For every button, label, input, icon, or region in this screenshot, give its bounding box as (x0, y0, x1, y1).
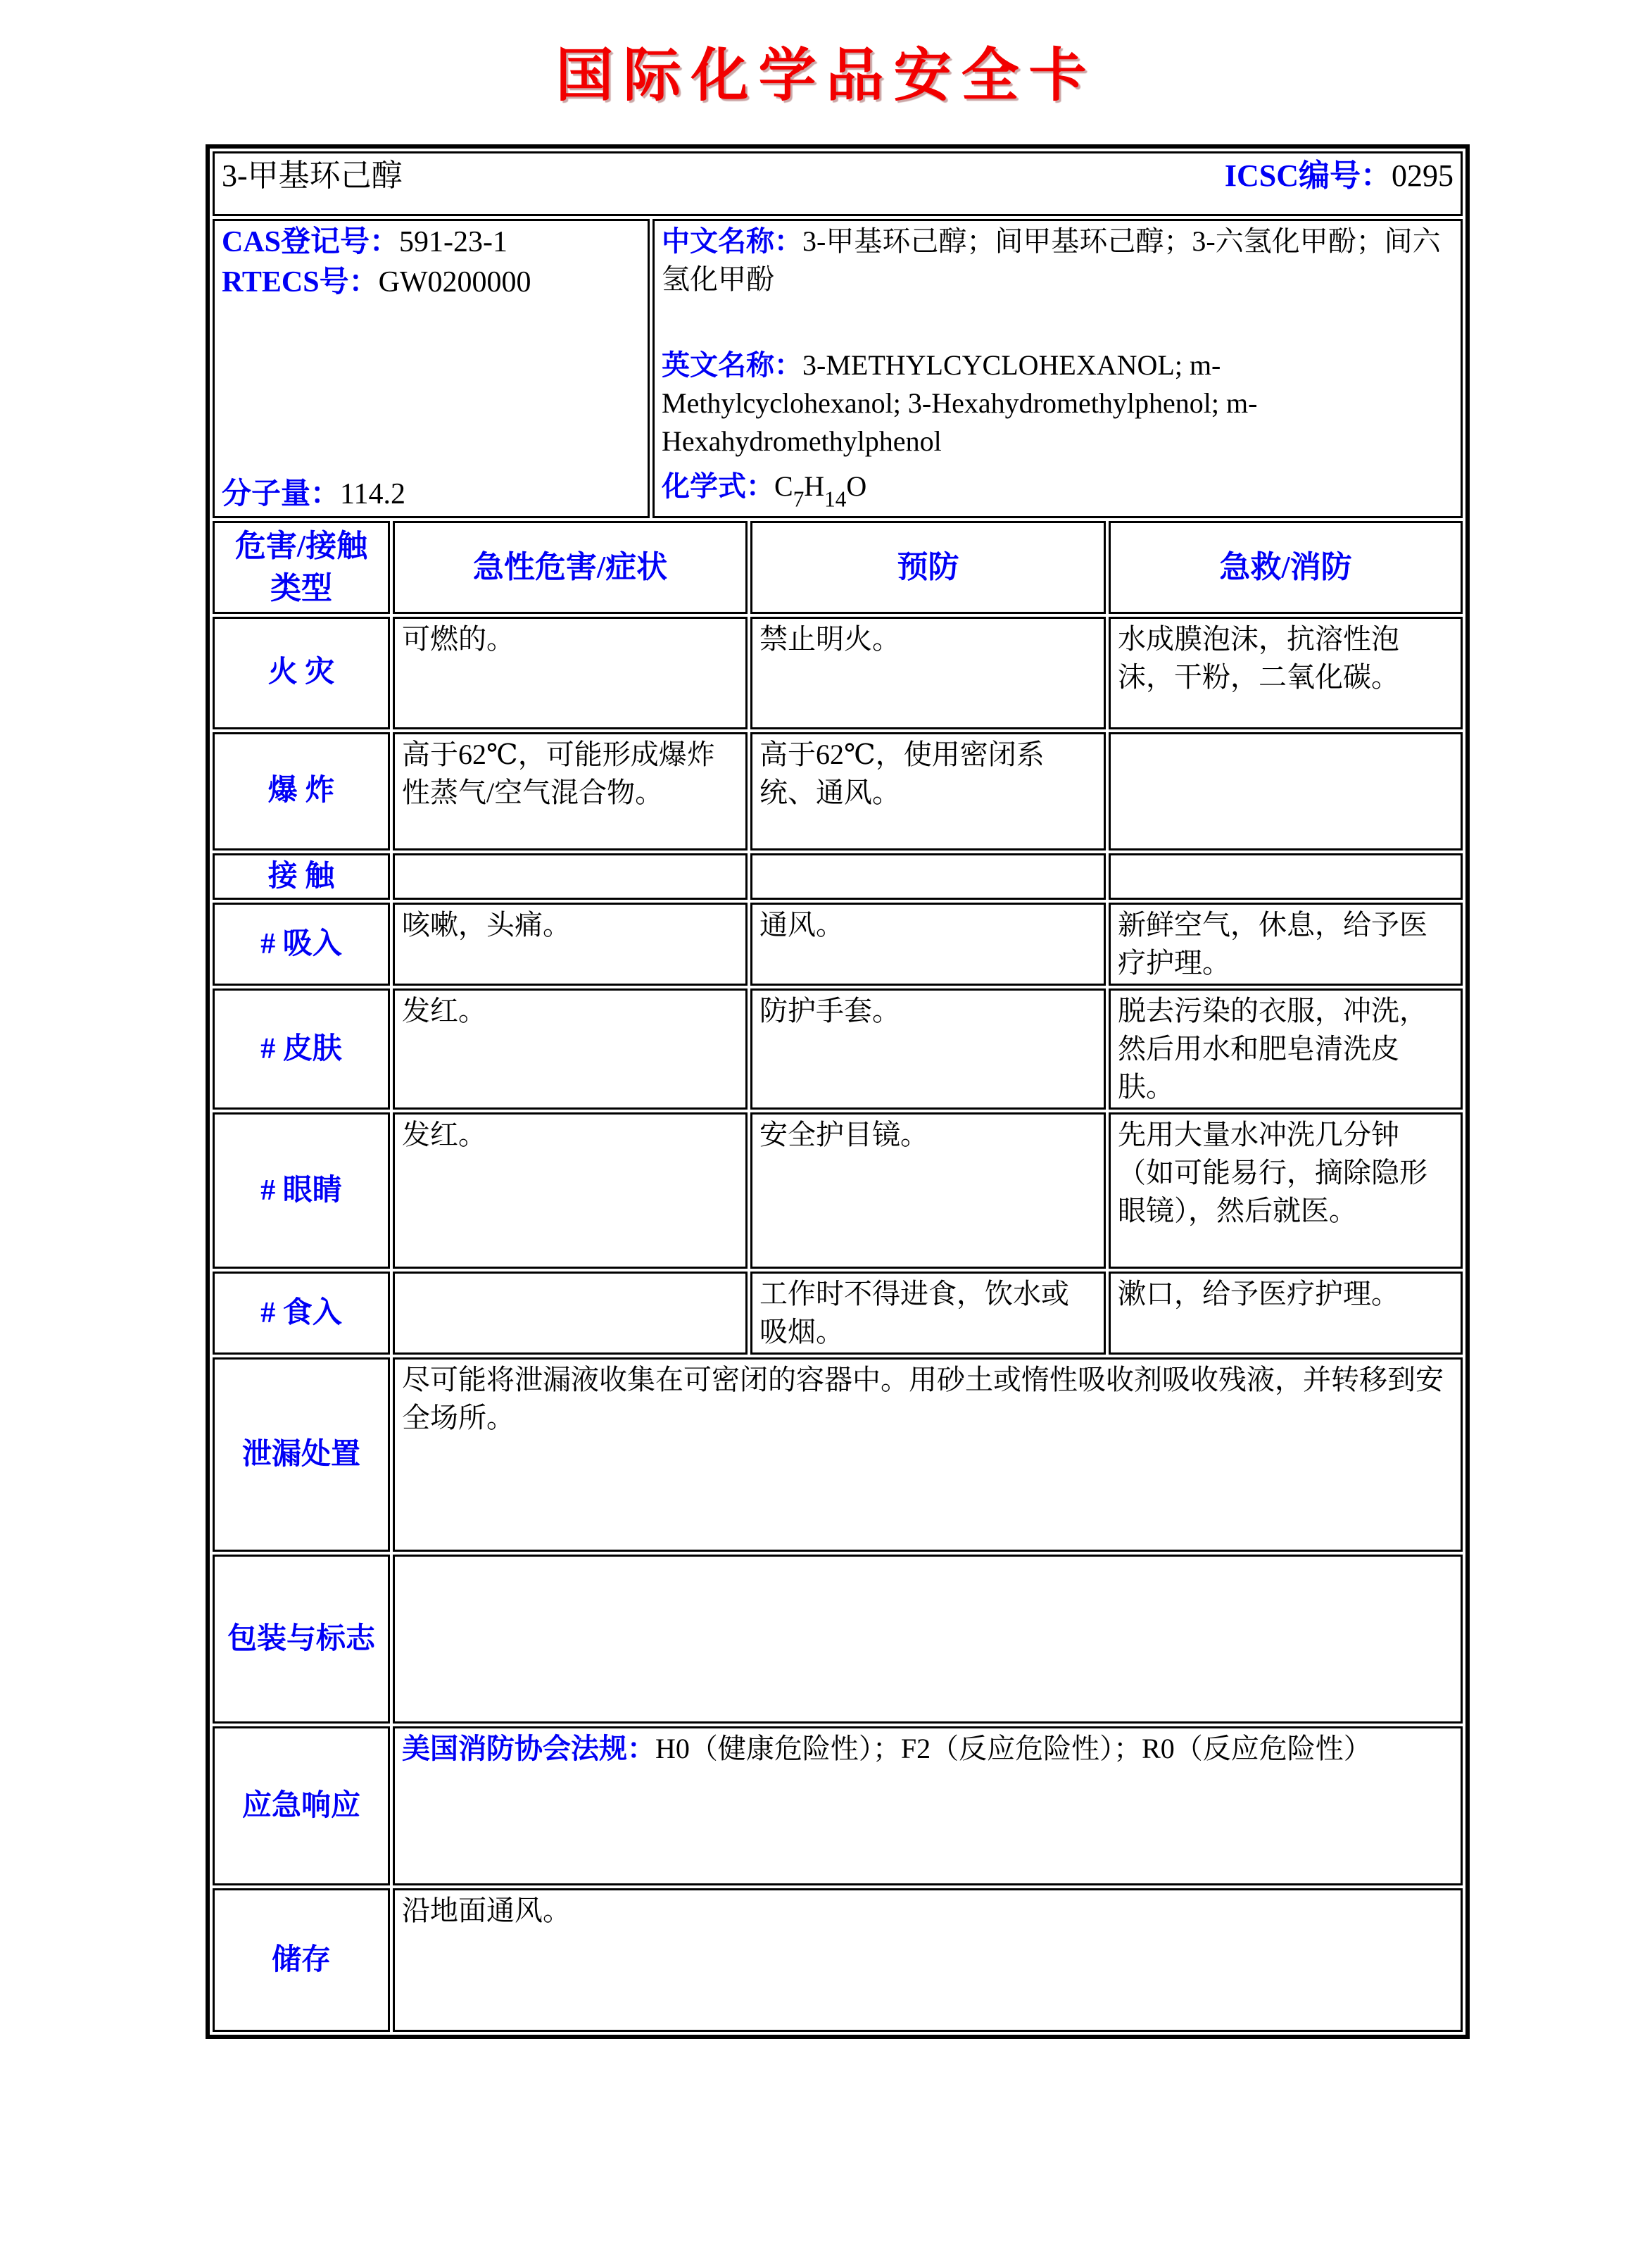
molecular-weight-line (222, 475, 641, 515)
hazard-table-header-row (213, 521, 1463, 614)
icsc-number-label: ICSC编号： (1224, 158, 1392, 193)
inhalation-acute-cell: 咳嗽，头痛。 (393, 903, 748, 986)
icsc-number (1225, 155, 1454, 196)
fire-firstaid-cell: 水成膜泡沫，抗溶性泡沫，干粉，二氧化碳。 (1109, 617, 1463, 729)
storage-label: 储存 (213, 1888, 390, 2032)
english-name-value: 3-METHYLCYCLOHEXANOL; m-Methylcyclohexanol; 3-Hexahydromethylphenol; m-Hexahydromethylphenol (662, 349, 1258, 457)
inhalation-label: # 吸入 (213, 903, 390, 986)
ingestion-label: # 食入 (213, 1272, 390, 1355)
formula-o: O (846, 470, 867, 502)
header-acute-hazard: 急性危害/症状 (393, 521, 748, 614)
rtecs-number-line (222, 263, 641, 303)
table-row-emergency-response (213, 1726, 1463, 1885)
names-cell (652, 219, 1463, 518)
emergency-response-content (393, 1726, 1463, 1885)
table-row-skin (213, 988, 1463, 1110)
skin-label: # 皮肤 (213, 988, 390, 1110)
cas-number-value: 591-23-1 (399, 226, 508, 258)
table-row-explosion (213, 732, 1463, 850)
contact-firstaid-cell (1109, 853, 1463, 900)
explosion-label: 爆 炸 (213, 732, 390, 850)
icsc-number-value: 0295 (1392, 158, 1454, 193)
chemical-formula-label: 化学式： (662, 470, 774, 502)
chinese-name-label: 中文名称： (662, 225, 802, 257)
identity-row (213, 219, 1463, 518)
chemical-name: 3-甲基环己醇 (222, 158, 403, 193)
packaging-content (393, 1555, 1463, 1724)
table-row-spill-disposal (213, 1357, 1463, 1552)
molecular-weight-label: 分子量： (222, 478, 341, 511)
english-name-label: 英文名称： (662, 349, 802, 381)
formula-h: H (804, 470, 825, 502)
table-row-storage (213, 1888, 1463, 2032)
table-row-inhalation (213, 903, 1463, 986)
ingestion-acute-cell (393, 1272, 748, 1355)
packaging-label: 包装与标志 (213, 1555, 390, 1724)
table-row-eyes (213, 1112, 1463, 1269)
explosion-prevention-cell: 高于62℃，使用密闭系统、通风。 (750, 732, 1106, 850)
chinese-name-block (662, 222, 1454, 299)
spill-disposal-label: 泄漏处置 (213, 1357, 390, 1552)
inhalation-prevention-cell: 通风。 (750, 903, 1106, 986)
header-hazard-type: 危害/接触类型 (213, 521, 390, 614)
table-row-packaging (213, 1555, 1463, 1724)
eyes-label: # 眼睛 (213, 1112, 390, 1269)
formula-sub-14: 14 (824, 487, 847, 512)
explosion-acute-cell: 高于62℃，可能形成爆炸性蒸气/空气混合物。 (393, 732, 748, 850)
molecular-weight-value: 114.2 (340, 478, 405, 511)
fire-label: 火 灾 (213, 617, 390, 729)
spill-disposal-content: 尽可能将泄漏液收集在可密闭的容器中。用砂土或惰性吸收剂吸收残液，并转移到安全场所。 (393, 1357, 1463, 1552)
eyes-acute-cell: 发红。 (393, 1112, 748, 1269)
header-first-aid: 急救/消防 (1109, 521, 1463, 614)
eyes-firstaid-cell: 先用大量水冲洗几分钟（如可能易行，摘除隐形眼镜），然后就医。 (1109, 1112, 1463, 1269)
safety-card-table (206, 144, 1470, 2039)
identifiers-cell (213, 219, 650, 518)
skin-firstaid-cell: 脱去污染的衣服，冲洗，然后用水和肥皂清洗皮肤。 (1109, 988, 1463, 1110)
header-prevention: 预防 (750, 521, 1106, 614)
formula-c: C (774, 470, 793, 502)
eyes-prevention-cell: 安全护目镜。 (750, 1112, 1106, 1269)
page-title: 国际化学品安全卡 (555, 42, 1097, 109)
cas-number-line (222, 222, 641, 263)
storage-content: 沿地面通风。 (393, 1888, 1463, 2032)
fire-acute-cell: 可燃的。 (393, 617, 748, 729)
registry-numbers (222, 222, 641, 302)
ingestion-firstaid-cell: 漱口，给予医疗护理。 (1109, 1272, 1463, 1355)
skin-acute-cell: 发红。 (393, 988, 748, 1110)
card-header-row (213, 151, 1463, 216)
nfpa-code-label: 美国消防协会法规： (402, 1733, 655, 1765)
table-row-contact (213, 853, 1463, 900)
emergency-response-label: 应急响应 (213, 1726, 390, 1885)
chinese-name-value: 3-甲基环己醇；间甲基环己醇；3-六氢化甲酚；间六氢化甲酚 (662, 225, 1441, 295)
ingestion-prevention-cell: 工作时不得进食，饮水或吸烟。 (750, 1272, 1106, 1355)
table-row-ingestion (213, 1272, 1463, 1355)
skin-prevention-cell: 防护手套。 (750, 988, 1106, 1110)
table-row-fire (213, 617, 1463, 729)
chemical-formula-value (774, 470, 867, 512)
card-header-cell (213, 151, 1463, 216)
formula-sub-7: 7 (793, 487, 805, 512)
english-name-block (662, 346, 1454, 460)
contact-acute-cell (393, 853, 748, 900)
fire-prevention-cell: 禁止明火。 (750, 617, 1106, 729)
inhalation-firstaid-cell: 新鲜空气，休息，给予医疗护理。 (1109, 903, 1463, 986)
chemical-formula-block (662, 467, 1454, 515)
nfpa-code-value: H0（健康危险性）；F2（反应危险性）；R0（反应危险性） (655, 1733, 1372, 1765)
contact-label: 接 触 (213, 853, 390, 900)
cas-number-label: CAS登记号： (222, 226, 400, 258)
rtecs-number-label: RTECS号： (222, 265, 379, 299)
explosion-firstaid-cell (1109, 732, 1463, 850)
rtecs-number-value: GW0200000 (378, 265, 531, 299)
contact-prevention-cell (750, 853, 1106, 900)
